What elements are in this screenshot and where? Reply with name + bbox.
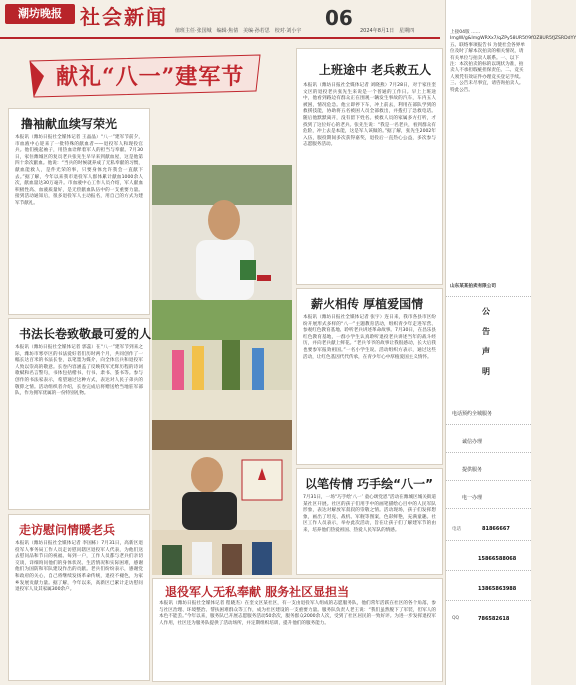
page-number: 06 <box>325 6 353 30</box>
article-veteran-rescue <box>296 48 443 285</box>
photo-calligraphy-event <box>152 420 292 530</box>
service-label: 诚信办理 <box>462 439 483 445</box>
article-title: 薪火相传 厚植爱国情 <box>311 297 424 311</box>
divider <box>446 508 531 509</box>
article-title: 上班途中 老兵救五人 <box>319 63 432 77</box>
article-body: 本报讯（潍坊日报社全媒体记者 刘晓燕）7月28日，对于家住奎文区的退役老兵张先生来说是一个普通的工作日。早上上班途中，他看到路边有群众正在围观一辆发生事故的汽车，车内五人被困，情况危急。他立即停下车，冲上前去，利用在部队学到的救援技能，协助将五名被困人员全部救出，并拨打了急救电话。随后他默默离开，没有留下姓名。被救人员的家属多方打听，才找到了这位好心的老兵。张先生说：“我是一名老兵，看到群众有危险，冲上去是本能，这是军人该做的。”据了解，张先生2002年入伍，服役期间多次获得嘉奖，退役后一直热心公益，多次参与志愿服务活动。 <box>303 83 436 148</box>
classified-sidebar <box>445 0 576 685</box>
article-body: 本报讯（潍坊日报社全媒体记者 郭蕊）在“八一”建军节到来之际，潍坊市寒亭区的书法爱好者们历时两个月，共同创作了一幅长达百米的书法长卷，以笔墨为媒介，向全体官兵和退役军人致以崇高的敬意。长卷内容涵盖了反映我军光辉历程的诗词歌赋和名言警句，书体包括楷书、行书、隶书、篆书等。参与创作的书法家表示，希望通过这种方式，表达对人民子弟兵的敬仰之情。活动组织者介绍，长卷完成后将赠送给当地驻军部队，作为拥军优属的一份特别礼物。 <box>15 345 143 397</box>
photo-children-activity <box>152 300 292 420</box>
article-community-service <box>152 578 443 682</box>
auction-company: 山东某某拍卖有限公司 <box>450 284 496 289</box>
ad-char-2: 告 <box>482 326 490 336</box>
photo-illustration <box>152 420 292 530</box>
photo-illustration <box>152 530 292 575</box>
ad-char-4: 明 <box>482 366 490 376</box>
article-title: 走访慰问情暖老兵 <box>19 523 116 537</box>
divider <box>446 296 531 297</box>
service-label: 电话预约全城服务 <box>452 411 493 417</box>
photo-blood-donor <box>152 165 292 300</box>
qq-label: QQ <box>452 616 460 621</box>
divider <box>446 570 531 571</box>
article-blood-donation <box>8 108 150 315</box>
photo-illustration <box>152 165 292 300</box>
article-body: 本报讯（潍坊日报社全媒体记者 张宇）连日来，我市各县市区纷纷开展形式多样的“八一”主题教育活动，组织青少年走进军营、参观红色教育基地、聆听老兵讲述革命故事。7月30日，在昌乐县红色教育基地，一群小学生认真聆听退役老兵讲述当年的战斗经历，并向老兵献上鲜花。“老兵爷爷的故事让我很感动，长大后我也要参军报效祖国。”一名小学生说。活动组织方表示，通过这些活动，让红色基因代代传承，在青少年心中厚植爱国主义情怀。 <box>303 315 436 360</box>
issue-date: 2024年8月1日 星期四 <box>360 28 415 34</box>
header-rule <box>0 37 440 39</box>
qq-number[interactable]: 786582618 <box>478 616 510 622</box>
phone-label: 电话 <box>452 527 461 532</box>
article-title: 以笔传情 巧手绘“八一” <box>305 477 433 491</box>
article-title: 撸袖献血续写荣光 <box>21 117 118 131</box>
phone-number[interactable]: 15866588068 <box>478 556 517 562</box>
article-body: 本报讯（潍坊日报社全媒体记者 李国栋）7月31日，高新区退役军人事务局工作人员走访慰问辖区退役军人代表，为他们送去慰问品和节日的祝福。每到一户，工作人员都与老兵们亲切交谈，详细询问他们的身体状况、生活情况和实际困难，感谢他们为国防和军队建设作出的贡献。老兵们纷纷表示，感谢党和政府的关心，自己将继续发扬革命传统，退役不褪色，为家乡发展贡献力量。据了解，今年以来，高新区已累计走访慰问退役军人及其家属300余户。 <box>15 541 143 593</box>
divider <box>446 600 531 601</box>
auction-notice: 上接04版 ……ImgW/g&ImgWRXx7/qZPy58UR5f/9fOZ8UR5fJZSRDdYY 五、联络事项报告书 为使社会各界单位及时了解本次拍卖的相关情况，请有关单位与拍卖人联系。一、以下注：本次拍卖的标的以现状为准，拍卖人不承担瑕疵担保责任。二、竞买人须凭有效证件办理竞买登记手续。三、公告未尽事宜，请咨询拍卖人。特此公告。 <box>450 30 576 93</box>
section-title: 社会新闻 <box>80 5 168 29</box>
divider <box>446 540 531 541</box>
banner-title: 献礼“八一”建军节 <box>56 64 245 90</box>
paper-logo: 潮坊晚报 <box>5 4 75 24</box>
article-body: 本报讯（潍坊日报社全媒体记者 程晓杰）在奎文区某社区，有一支由退役军人组成的志愿服务队，他们常年活跃在社区的各个角落，参与社区治理、环境整治、帮扶困难群众等工作，成为社区建设的一支重要力量。服务队负责人老王说：“我们虽然脱下了军装，但军人的本色不能丢。”今年以来，服务队已开展志愿服务活动50余次，服务群众2000余人次，受到了社区居民的一致好评。为进一步发挥退役军人作用，社区还为服务队提供了活动场所，并定期组织培训，提升他们的服务能力。 <box>159 601 436 626</box>
ad-char-3: 声 <box>482 346 490 356</box>
article-title: 书法长卷致敬最可爱的人 <box>19 327 152 341</box>
editor-credits: 值班主任·张国城 编辑·焦倩 美编·孙若思 校对·刘小宇 <box>175 28 302 34</box>
service-label: 电一办理 <box>462 495 483 501</box>
photo-veterans-meeting <box>152 530 292 575</box>
service-label: 提供服务 <box>462 467 483 473</box>
phone-number[interactable]: 81866667 <box>482 526 510 532</box>
divider <box>446 452 531 453</box>
article-veteran-visit <box>8 514 150 681</box>
ad-char-1: 公 <box>482 306 490 316</box>
article-title: 退役军人无私奉献 服务社区显担当 <box>165 585 350 599</box>
divider <box>446 424 531 425</box>
phone-number[interactable]: 13865863988 <box>478 586 517 592</box>
article-drawing <box>296 468 443 575</box>
divider <box>446 480 531 481</box>
photo-illustration <box>152 300 292 420</box>
article-calligraphy <box>8 318 150 510</box>
article-body: 7月31日，一场“巧手绘‘八一’ 童心颂党恩”活动在潍城区城关街道某社区开展。社区的孩子们用手中的画笔描绘心目中的人民军队形象，表达对解放军叔叔的崇敬之情。活动现场，孩子们发挥想象，画出了坦克、战机、军舰等图案，色彩鲜艳，充满童趣。社区工作人员表示，举办此次活动，旨在让孩子们了解建军节的由来，培养他们热爱祖国、热爱人民军队的情感。 <box>303 495 436 533</box>
article-patriotism <box>296 288 443 465</box>
article-body: 本报讯（潍坊日报社全媒体记者 王晶晶）“八一”建军节前夕，市血液中心迎来了一批特殊的献血者——退役军人和现役官兵。他们挽起袖子，用热血诠释着军人的担当与奉献。7月30日，家住潍城区的复员老兵张先生早早来到献血屋，这是他第四十余次献血。他说：“当兵的时候就养成了无私奉献的习惯，献血能救人，是件光荣的事，只要身体允许我会一直献下去。”据了解，今年以来我市退役军人群体累计献血1000余人次，献血量达30万毫升。市血液中心工作人员介绍，军人献血积极性高、血液质量好，是无偿献血队伍中的一支重要力量。接到活动通知后，很多退役军人主动报名，用自己的方式为建军节献礼。 <box>15 135 143 206</box>
